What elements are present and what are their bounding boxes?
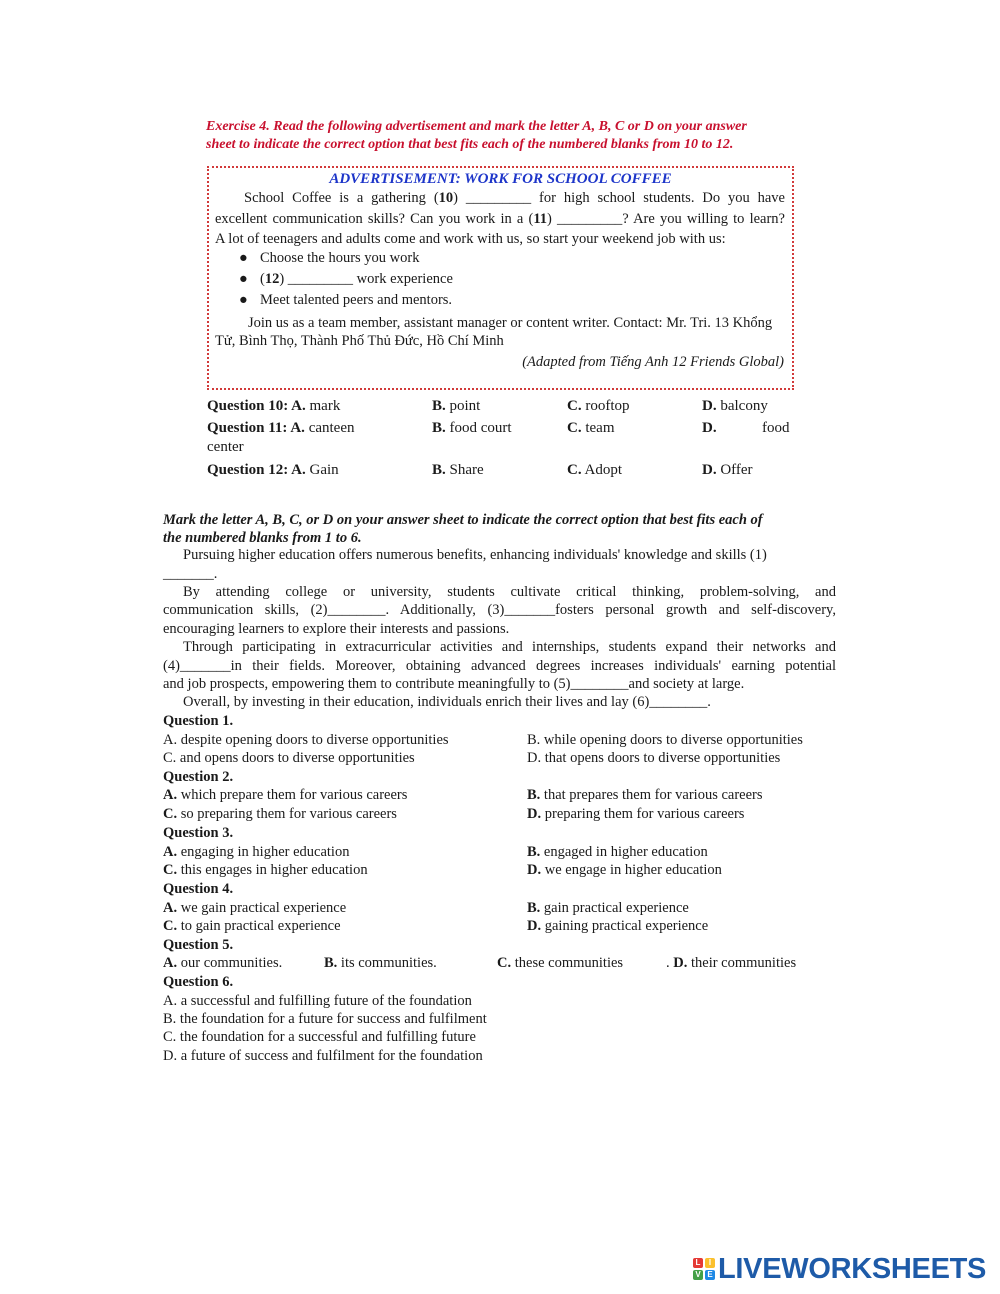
option-letter: C.	[163, 806, 178, 822]
text: School Coffee is a gathering (	[244, 190, 439, 206]
option-b	[527, 786, 763, 804]
option-a: Gain	[309, 462, 339, 478]
option-letter: D.	[702, 420, 717, 436]
bullet-icon: ●	[239, 292, 248, 308]
option-text: our communities.	[177, 955, 283, 971]
logo-mark-letter: I	[705, 1258, 715, 1268]
passage-line: communication skills, (2)________. Additionally, (3)_______fosters personal growth and self-discovery,	[163, 602, 836, 618]
ad-paragraph	[215, 188, 785, 229]
exercise4-instruction	[206, 118, 747, 154]
ad-line: A lot of teenagers and adults come and work with us, so start your weekend job with us:	[215, 231, 726, 247]
option-b: B. while opening doors to diverse opportunities	[527, 732, 803, 748]
liveworksheets-logo[interactable]	[693, 1252, 986, 1286]
option-b: food court	[449, 420, 512, 436]
option-text: so preparing them for various careers	[177, 806, 397, 822]
question-label: Question 2.	[163, 769, 234, 785]
question-label: Question 10: A.	[207, 398, 306, 414]
option-letter: C.	[567, 398, 582, 414]
option-d: D. a future of success and fulfilment for the foundation	[163, 1048, 483, 1064]
option-c: rooftop	[585, 398, 630, 414]
option-letter: C.	[163, 862, 178, 878]
instruction-line: the numbered blanks from 1 to 6.	[163, 530, 362, 546]
question-label: Question 5.	[163, 937, 234, 953]
option-letter: C.	[567, 420, 582, 436]
text: Choose the hours you work	[260, 250, 420, 266]
option-letter: B.	[432, 398, 446, 414]
option-d	[527, 861, 722, 879]
option-text: gain practical experience	[540, 900, 689, 916]
option-letter: D.	[527, 806, 542, 822]
logo-mark-letter: E	[705, 1270, 715, 1280]
ad-line: Tử, Bình Thọ, Thành Phố Thủ Đức, Hồ Chí Minh	[215, 333, 504, 349]
option-a	[163, 899, 346, 917]
text: excellent communication skills? Can you work in a (	[215, 210, 534, 227]
blank-number: 10	[438, 190, 454, 206]
option-c	[163, 805, 397, 823]
question-label: Question 11: A.	[207, 420, 305, 436]
option-letter: D.	[527, 918, 542, 934]
option-a	[163, 954, 282, 972]
option-letter: B.	[527, 900, 541, 916]
option-d	[527, 805, 744, 823]
option-text: preparing them for various careers	[541, 806, 745, 822]
option-letter: A.	[163, 844, 178, 860]
option-text: these communities	[511, 955, 624, 971]
bullet-item	[239, 271, 453, 288]
option-text: to gain practical experience	[177, 918, 341, 934]
option-b: Share	[449, 462, 484, 478]
option-c: team	[585, 420, 615, 436]
exercise5-instruction	[163, 511, 763, 547]
option-c: Adopt	[584, 462, 623, 478]
option-letter: B.	[527, 844, 541, 860]
option-a: A. despite opening doors to diverse opportunities	[163, 732, 449, 748]
ad-line	[215, 209, 785, 230]
option-c	[163, 861, 368, 879]
question-label: Question 1.	[163, 713, 234, 729]
passage-line: Through participating in extracurricular activities and internships, students expand their networks and	[183, 639, 836, 655]
passage-line: _______.	[163, 566, 218, 582]
blank-number: 11	[533, 210, 548, 227]
instruction-line: sheet to indicate the correct option that best fits each of the numbered blanks from 10 to 12.	[206, 137, 734, 152]
text: Meet talented peers and mentors.	[260, 292, 453, 308]
option-b	[527, 899, 689, 917]
option-text: engaging in higher education	[177, 844, 350, 860]
option-letter: B.	[432, 420, 446, 436]
bullet-icon: ●	[239, 271, 248, 287]
question-label: Question 6.	[163, 974, 234, 990]
option-a: mark	[309, 398, 341, 414]
option-letter: A.	[163, 955, 178, 971]
text: (	[260, 271, 265, 287]
bullet-item	[239, 250, 420, 267]
option-text: we gain practical experience	[177, 900, 347, 916]
passage-line: By attending college or university, students cultivate critical thinking, problem-solving, and	[183, 584, 836, 600]
option-b	[527, 843, 708, 861]
instruction-line: Mark the letter A, B, C, or D on your answer sheet to indicate the correct option that best fits each of	[163, 512, 763, 528]
option-d: balcony	[720, 398, 768, 414]
passage-line: Pursuing higher education offers numerous benefits, enhancing individuals' knowledge and skills (1)	[183, 547, 767, 563]
option-text: this engages in higher education	[177, 862, 368, 878]
option-b	[324, 954, 437, 972]
question-label: Question 3.	[163, 825, 234, 841]
option-a	[163, 843, 349, 861]
option-letter: D.	[702, 398, 717, 414]
option-letter: D.	[527, 862, 542, 878]
option-c	[497, 954, 623, 972]
option-a	[163, 786, 407, 804]
blank-number: 12	[264, 271, 280, 287]
option-letter: B.	[432, 462, 446, 478]
option-b: point	[449, 398, 481, 414]
option-letter: C.	[567, 462, 582, 478]
option-text: its communities.	[337, 955, 437, 971]
text: ) _________ for high school students. Do you have	[453, 190, 785, 206]
option-a: canteen	[308, 420, 355, 436]
option-text: that prepares them for various careers	[540, 787, 763, 803]
option-c: C. and opens doors to diverse opportunities	[163, 750, 415, 766]
punctuation: .	[666, 955, 670, 971]
option-letter: B.	[324, 955, 338, 971]
question-label: Question 4.	[163, 881, 234, 897]
option-text: we engage in higher education	[541, 862, 722, 878]
instruction-line: Exercise 4. Read the following advertisement and mark the letter A, B, C or D on your answer	[206, 119, 747, 134]
option-d: Offer	[720, 462, 753, 478]
passage-line: encouraging learners to explore their interests and passions.	[163, 621, 510, 637]
option-a-continued: center	[207, 439, 244, 455]
bullet-item	[239, 292, 453, 309]
option-letter: A.	[163, 787, 178, 803]
option-text: their communities	[687, 955, 797, 971]
option-letter: C.	[497, 955, 512, 971]
option-letter: D.	[702, 462, 717, 478]
option-c: C. the foundation for a successful and fulfilling future	[163, 1029, 476, 1045]
text: ) _________? Are you willing to learn?	[547, 210, 785, 227]
option-letter: B.	[527, 787, 541, 803]
option-d: D. that opens doors to diverse opportunities	[527, 750, 781, 766]
option-c	[163, 917, 341, 935]
passage-line: and job prospects, empowering them to contribute meaningfully to (5)________and society at large.	[163, 676, 745, 692]
logo-mark-icon	[693, 1258, 715, 1280]
option-text: engaged in higher education	[540, 844, 708, 860]
bullet-icon: ●	[239, 250, 248, 266]
option-letter: D.	[673, 955, 688, 971]
option-d	[666, 954, 796, 972]
ad-title: ADVERTISEMENT: WORK FOR SCHOOL COFFEE	[329, 171, 672, 187]
option-b: B. the foundation for a future for success and fulfilment	[163, 1011, 487, 1027]
option-d	[527, 917, 708, 935]
logo-mark-letter: L	[693, 1258, 703, 1268]
option-a: A. a successful and fulfilling future of the foundation	[163, 993, 472, 1009]
option-text: which prepare them for various careers	[177, 787, 408, 803]
passage-line: (4)_______in their fields. Moreover, obtaining advanced degrees increases individuals' earning potential	[163, 658, 836, 674]
option-d: food	[762, 420, 790, 436]
ad-line	[215, 188, 785, 209]
logo-text: LIVEWORKSHEETS	[718, 1252, 987, 1285]
passage-line: Overall, by investing in their education, individuals enrich their lives and lay (6)________.	[183, 694, 711, 710]
option-text: gaining practical experience	[541, 918, 709, 934]
option-letter: C.	[163, 918, 178, 934]
text: ) _________ work experience	[279, 271, 453, 287]
option-letter: A.	[163, 900, 178, 916]
question-label: Question 12: A.	[207, 462, 306, 478]
logo-mark-letter: V	[693, 1270, 703, 1280]
ad-line: Join us as a team member, assistant manager or content writer. Contact: Mr. Tri. 13 Khổng	[248, 315, 773, 331]
source-citation: (Adapted from Tiếng Anh 12 Friends Global)	[522, 354, 784, 370]
